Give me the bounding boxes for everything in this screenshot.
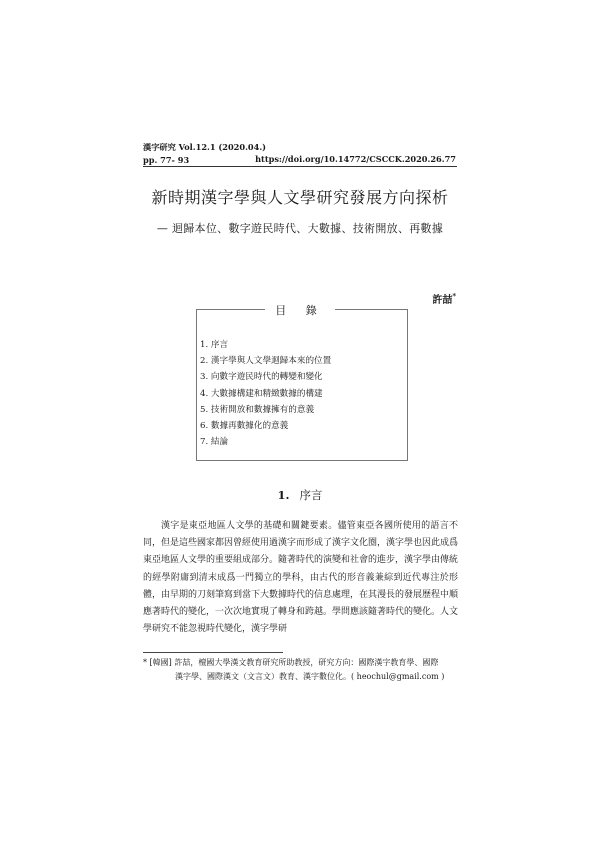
toc-title	[0, 302, 600, 318]
section-title: 序言	[299, 488, 323, 502]
toc-list	[200, 337, 331, 450]
author-name: 許喆	[432, 295, 453, 306]
journal-name: 漢字研究 Vol.12.1 (2020.04.)	[143, 142, 267, 152]
header-rule	[143, 166, 457, 167]
toc-item[interactable]: 7. 結論	[200, 437, 229, 448]
toc-item[interactable]: 3. 向數字遊民時代的轉變和變化	[200, 372, 323, 383]
toc-item[interactable]: 1. 序言	[200, 340, 229, 350]
toc-title-text: 目 錄	[265, 304, 335, 317]
paper-subtitle: — 迴歸本位、數字遊民時代、大數據、技術開放、再數據	[156, 222, 444, 235]
page-range: pp. 77- 93	[143, 155, 190, 165]
footnote-line: * [韓國] 許喆，檀國大學漢文教育研究所助教授，研究方向：國際漢字教育學、國際	[143, 658, 439, 667]
footnote-rule	[143, 652, 283, 653]
body-paragraph: 漢字是東亞地區人文學的基礎和關鍵要素。儘管東亞各國所使用的語言不同，但是這些國家都因曾經使用過漢字而形成了漢字文化圈，漢字學也因此成爲東亞地區人文學的重要組成部分。隨著時代的演變和社會的進步，漢字學由傳統的經學附庸到清末成爲一門獨立的學科，由古代的形音義兼綜到近代專注於形體，由早期的刀刻筆寫到當下大數據時代的信息處理，在其漫長的發展歷程中順應著時代的變化，一次次地實現了轉身和跨越。學問應該隨著時代的變化。人文學研究不能忽視時代變化，漢字學研	[143, 521, 459, 635]
journal-meta	[143, 141, 266, 167]
toc-item[interactable]: 4. 大數據構建和精緻數據的構建	[200, 388, 323, 399]
footnote-line: 漢字學、國際漢文（文言文）教育、漢字數位化。( heochul@gmail.com )	[175, 671, 445, 681]
doi-link[interactable]: https://doi.org/10.14772/CSCCK.2020.26.77	[255, 154, 456, 164]
section-heading	[0, 487, 600, 503]
toc-item[interactable]: 5. 技術開放和數據擁有的意義	[200, 404, 315, 415]
toc-item[interactable]: 6. 數據再數據化的意義	[200, 421, 289, 432]
author-footnote-mark: *	[452, 291, 456, 301]
toc-item[interactable]: 2. 漢字學與人文學迴歸本來的位置	[200, 356, 332, 367]
footnote	[143, 656, 461, 683]
paper-title: 新時期漢字學與人文學研究發展方向探析	[151, 188, 449, 207]
section-number: 1.	[277, 488, 290, 502]
